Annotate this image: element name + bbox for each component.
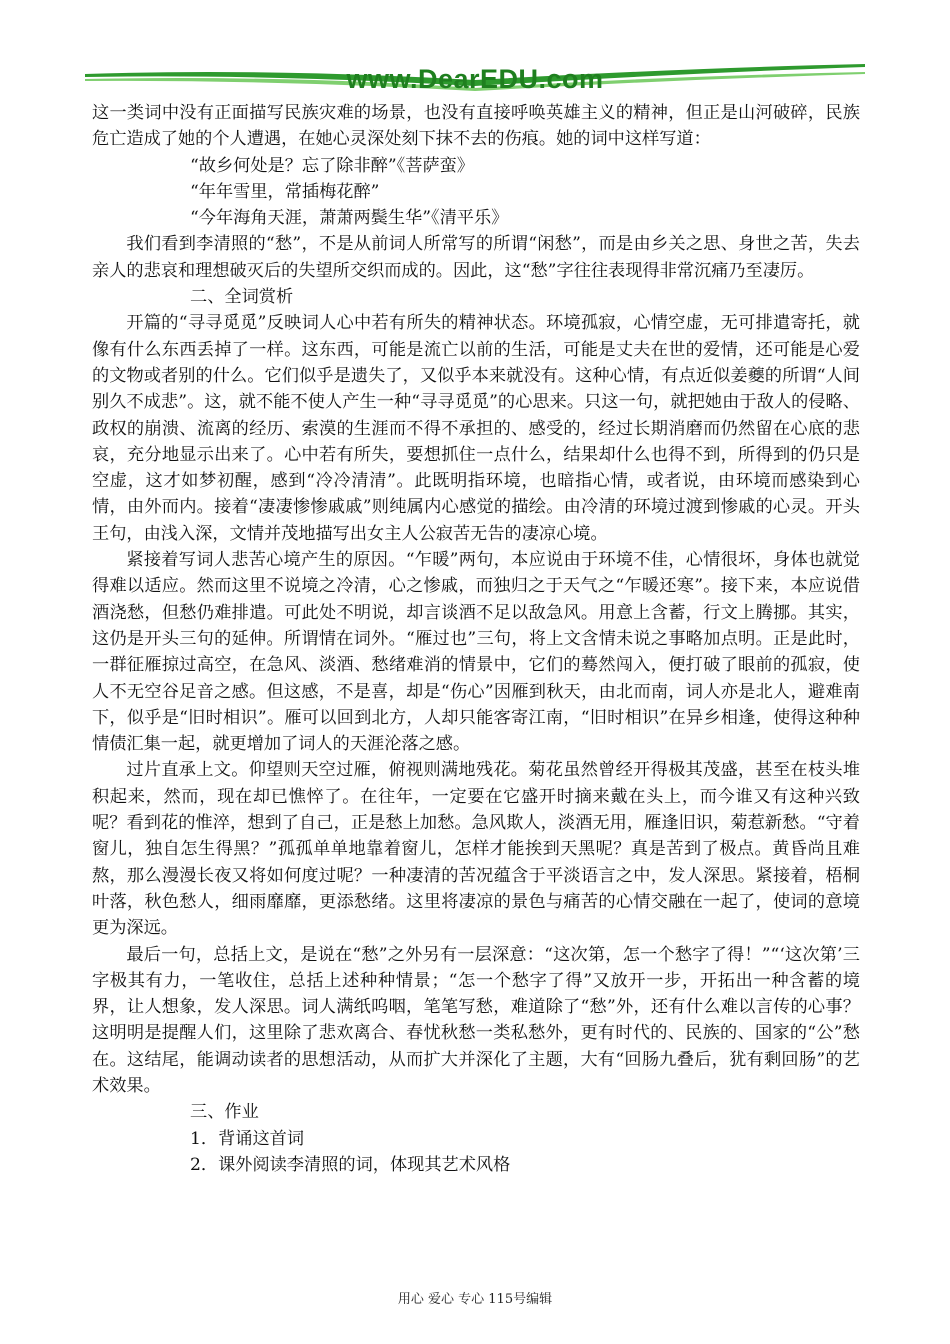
quote-line: “今年海角天涯，萧萧两鬓生华”《清平乐》 — [190, 208, 509, 229]
site-header-banner — [85, 58, 865, 98]
page-footer: 用心 爱心 专心 115号编辑 — [397, 1292, 553, 1307]
paragraph: 最后一句，总括上文，是说在“愁”之外另有一层深意：“这次第，怎一个愁字了得！”“‘这次第’三字极其有力，一笔收住，总括上述种种情景；“怎一个愁字了得”又放开一步，开拓出一种含蓄的境界，让人想象，发人深思。词人满纸呜咽，笔笔写愁，难道除了“愁”外，还有什么难以言传的心事？这明明是提醒人们，这里除了悲欢离合、春忧秋愁一类私愁外，更有时代的、民族的、国家的“公”愁在。这结尾，能调动读者的思想活动，从而扩大并深化了主题，大有“回肠九叠后，犹有剩回肠”的艺术效果。 — [92, 944, 860, 1096]
list-item: 1．背诵这首词 — [190, 1128, 305, 1149]
section-heading: 二、全词赏析 — [190, 287, 294, 308]
section-heading: 三、作业 — [190, 1102, 259, 1123]
paragraph: 过片直承上文。仰望则天空过雁，俯视则满地残花。菊花虽然曾经开得极其茂盛，甚至在枝头堆积起来，然而，现在却已憔悴了。在往年，一定要在它盛开时摘来戴在头上，而今谁又有这种兴致呢？看到花的惟淬，想到了自己，正是愁上加愁。急风欺人，淡酒无用，雁逢旧识，菊惹新愁。“守着窗儿，独自怎生得黑？”孤孤单单地靠着窗儿，怎样才能挨到天黑呢？真是苦到了极点。黄昏尚且难熬，那么漫漫长夜又将如何度过呢？一种凄清的苦况蕴含于平淡语言之中，发人深思。紧接着，梧桐叶落，秋色愁人，细雨靡靡，更添愁绪。这里将凄凉的景色与痛苦的心情交融在一起了，使词的意境更为深远。 — [92, 760, 860, 939]
quote-line: “年年雪里，常插梅花醉” — [190, 181, 380, 202]
site-logo-text[interactable]: www.DearEDU.com — [346, 64, 604, 94]
paragraph: 开篇的“寻寻觅觅”反映词人心中若有所失的精神状态。环境孤寂，心情空虚，无可排遣寄托，就像有什么东西丢掉了一样。这东西，可能是流亡以前的生活，可能是丈夫在世的爱情，还可能是心爱的文物或者别的什么。它们似乎是遗失了，又似乎本来就没有。这种心情，有点近似姜夔的所谓“人间别久不成悲”。这，就不能不使人产生一种“寻寻觅觅”的心思来。只这一句，就把她由于敌人的侵略、政权的崩溃、流离的经历、索漠的生涯而不得不承担的、感受的，经过长期消磨而仍然留在心底的悲哀，充分地显示出来了。心中若有所失，要想抓住一点什么，结果却什么也得不到，所得到的仍只是空虚，这才如梦初醒，感到“冷冷清清”。此既明指环境，也暗指心情，或者说，由环境而感染到心情，由外而内。接着“凄凄惨惨戚戚”则纯属内心感觉的描绘。由冷清的环境过渡到惨戚的心灵。开头王句，由浅入深，文情并茂地描写出女主人公寂苦无告的凄凉心境。 — [92, 313, 860, 544]
paragraph: 这一类词中没有正面描写民族灾难的场景，也没有直接呼唤英雄主义的精神，但正是山河破碎，民族危亡造成了她的个人遭遇，在她心灵深处刻下抹不去的伤痕。她的词中这样写道： — [92, 103, 860, 150]
quote-line: “故乡何处是？忘了除非醉”《菩萨蛮》 — [190, 155, 474, 176]
list-item: 2．课外阅读李清照的词，体现其艺术风格 — [190, 1154, 511, 1175]
paragraph: 我们看到李清照的“愁”，不是从前词人所常写的所谓“闲愁”，而是由乡关之思、身世之苦，失去亲人的悲哀和理想破灭后的失望所交织而成的。因此，这“愁”字往往表现得非常沉痛乃至凄厉。 — [92, 234, 860, 281]
paragraph: 紧接着写词人悲苦心境产生的原因。“乍暖”两句，本应说由于环境不佳，心情很坏，身体也就觉得难以适应。然而这里不说境之冷清，心之惨戚，而独归之于天气之“乍暖还寒”。接下来，本应说借酒浇愁，但愁仍难排遣。可此处不明说，却言谈酒不足以敌急风。用意上含蓄，行文上腾挪。其实，这仍是开头三句的延伸。所谓情在词外。“雁过也”三句，将上文含情未说之事略加点明。正是此时，一群征雁掠过高空，在急风、淡酒、愁绪难消的情景中，它们的蓦然闯入，便打破了眼前的孤寂，使人不无空谷足音之感。但这感，不是喜，却是“伤心”因雁到秋天，由北而南，词人亦是北人，避难南下，似乎是“旧时相识”。雁可以回到北方，人却只能客寄江南，“旧时相识”在异乡相逢，使得这种种情债汇集一起，就更增加了词人的天涯沦落之感。 — [92, 550, 860, 755]
article-body — [92, 100, 860, 1178]
